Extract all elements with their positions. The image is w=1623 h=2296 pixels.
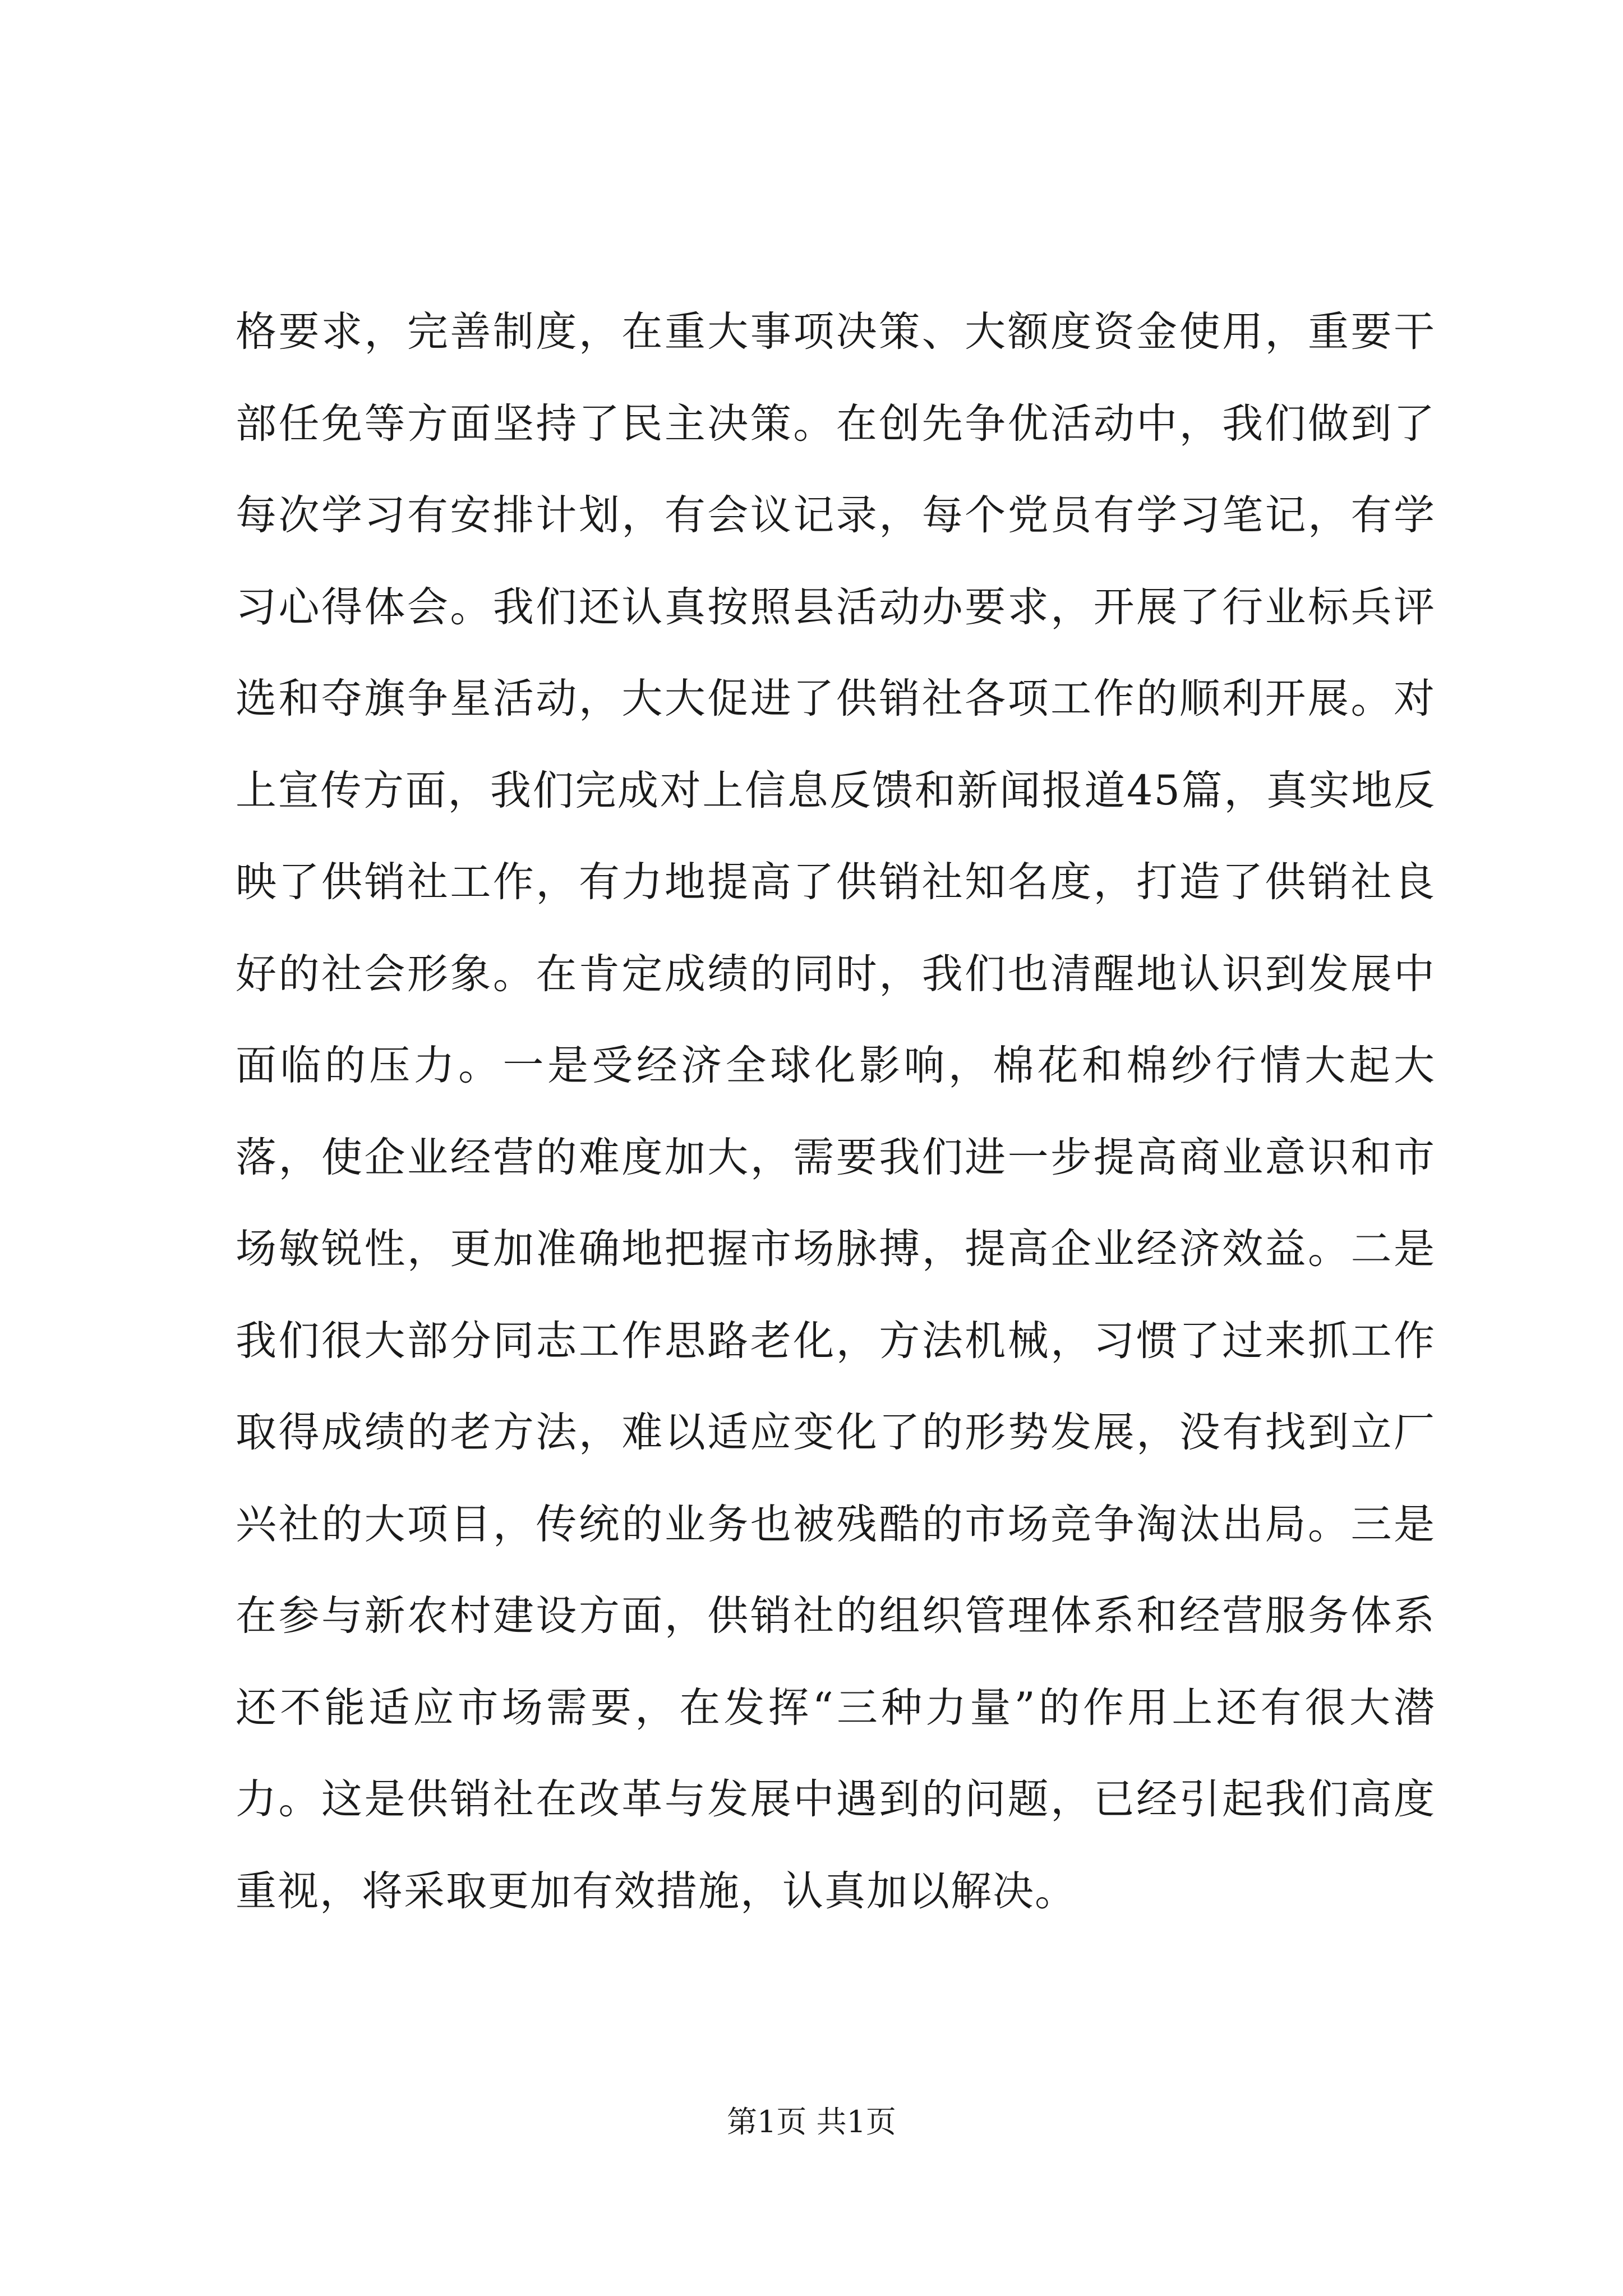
body-paragraph: 格要求，完善制度，在重大事项决策、大额度资金使用，重要干部任免等方面坚持了民主决策。在创先争优活动中，我们做到了每次学习有安排计划，有会议记录，每个党员有学习笔记，有学习心得体会。我们还认真按照县活动办要求，开展了行业标兵评选和夺旗争星活动，大大促进了供销社各项工作的顺利开展。对上宣传方面，我们完成对上信息反馈和新闻报道45篇，真实地反映了供销社工作，有力地提高了供销社知名度，打造了供销社良好的社会形象。在肯定成绩的同时，我们也清醒地认识到发展中面临的压力。一是受经济全球化影响，棉花和棉纱行情大起大落，使企业经营的难度加大，需要我们进一步提高商业意识和市场敏锐性，更加准确地把握市场脉搏，提高企业经济效益。二是我们很大部分同志工作思路老化，方法机械，习惯了过来抓工作取得成绩的老方法，难以适应变化了的形势发展，没有找到立厂兴社的大项目，传统的业务也被残酷的市场竞争淘汰出局。三是在参与新农村建设方面，供销社的组织管理体系和经营服务体系还不能适应市场需要，在发挥“三种力量”的作用上还有很大潜力。这是供销社在改革与发展中遇到的问题，已经引起我们高度重视，将采取更加有效措施，认真加以解决。	[236, 308, 1436, 1915]
page-footer: 第1页 共1页	[727, 2104, 896, 2139]
